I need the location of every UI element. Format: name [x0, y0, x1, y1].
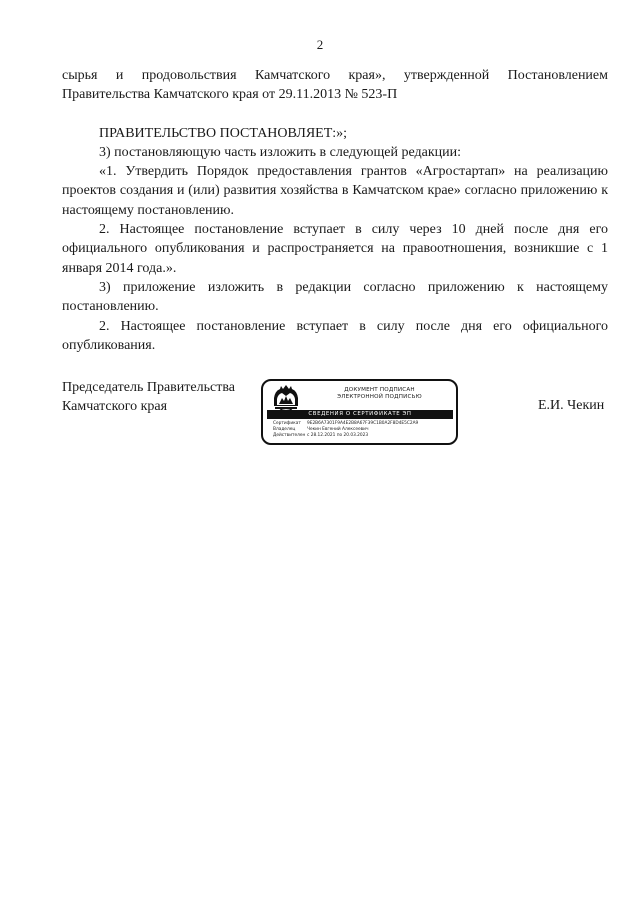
- stamp-detail-value: 9E2B6A7301F9A4E2B8A67F39C1B0A2F8D4E5C2A9: [307, 421, 419, 426]
- stamp-certificate-header: СВЕДЕНИЯ О СЕРТИФИКАТЕ ЭП: [267, 410, 453, 419]
- paragraph: сырья и продовольствия Камчатского края», утвержденной Постановлением Правительства Камчатского края от 29.11.2013 № 523-П: [62, 68, 608, 103]
- stamp-detail-label: Действителен: [273, 433, 306, 439]
- document-body: [62, 66, 608, 355]
- stamp-detail-label: Владелец: [273, 427, 296, 433]
- paragraph: ПРАВИТЕЛЬСТВО ПОСТАНОВЛЯЕТ:»;: [99, 125, 348, 141]
- paragraph: 3) приложение изложить в редакции согласно приложению к настоящему постановлению.: [62, 279, 608, 315]
- coat-of-arms-icon: [271, 384, 301, 412]
- paragraph: 2. Настоящее постановление вступает в силу после дня его официального опубликования.: [62, 318, 608, 353]
- paragraph: «1. Утвердить Порядок предоставления грантов «Агростартап» на реализацию проектов создания и (или) развития хозяйства в Камчатском крае» согласно приложению к настоящему постановлению.: [62, 164, 608, 218]
- stamp-detail-label: Сертификат: [273, 421, 301, 426]
- paragraph: 2. Настоящее постановление вступает в силу через 10 дней после дня его официального опубликования и распространяется на правоотношения, возникшие с 1 января 2014 года.».: [62, 222, 608, 276]
- signatory-position-line-1: Председатель Правительства: [62, 380, 235, 395]
- stamp-detail-row: [273, 433, 453, 439]
- stamp-detail-value: с 28.12.2021 по 20.03.2023: [307, 433, 369, 439]
- signatory-position: [62, 379, 235, 416]
- electronic-signature-stamp: [261, 379, 458, 445]
- page-number: 2: [316, 37, 324, 52]
- stamp-title-line-2: ЭЛЕКТРОННОЙ ПОДПИСЬЮ: [337, 394, 422, 400]
- signer-name: Е.И. Чекин: [538, 398, 605, 413]
- stamp-detail-value: Чекин Евгений Алексеевич: [307, 427, 369, 433]
- stamp-certificate-details: [273, 421, 453, 440]
- stamp-title: [307, 387, 452, 401]
- paragraph: 3) постановляющую часть изложить в следующей редакции:: [99, 144, 462, 160]
- signatory-position-line-2: Камчатского края: [62, 398, 168, 414]
- stamp-title-line-1: ДОКУМЕНТ ПОДПИСАН: [344, 387, 415, 393]
